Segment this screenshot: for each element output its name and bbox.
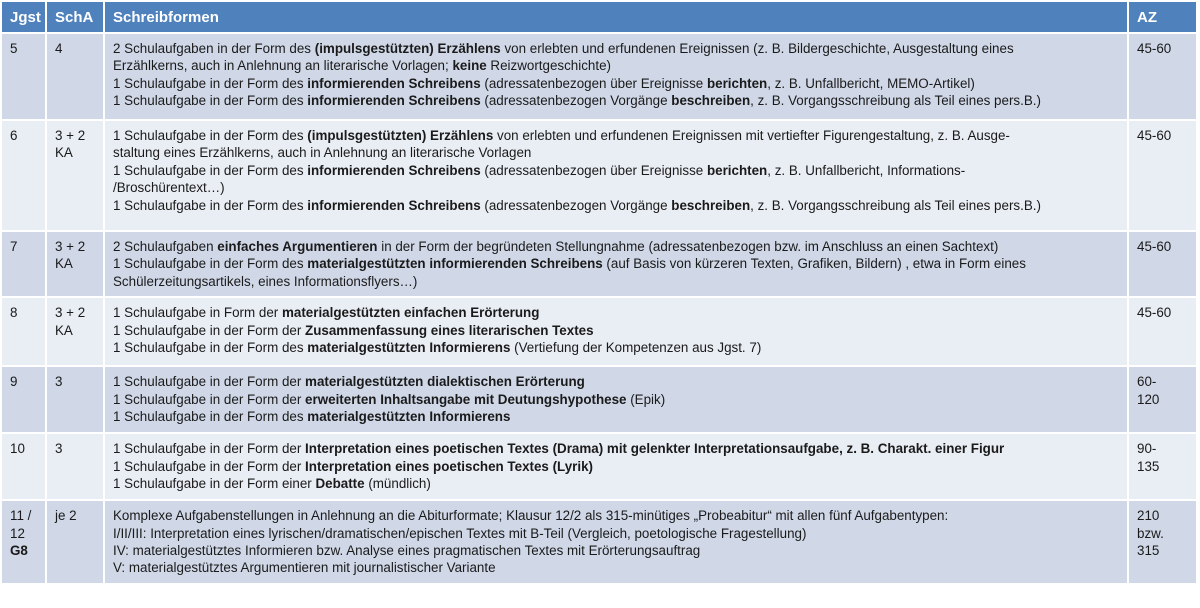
scha-suffix: KA [55, 145, 73, 161]
table-row [2, 500, 1196, 583]
cell-az [1128, 500, 1196, 583]
table-row [2, 297, 1196, 366]
schreibform-line [113, 57, 1119, 74]
cell-scha [46, 366, 104, 433]
cell-az [1128, 120, 1196, 231]
schreibform-line [113, 162, 1119, 179]
cell-scha [46, 231, 104, 297]
cell-az [1128, 433, 1196, 500]
cell-jgst [2, 500, 46, 583]
text-segment: (adressatenbezogen Vorgänge [480, 197, 672, 213]
text-segment: (mündlich) [364, 476, 431, 492]
text-segment: , z. B. Unfallbericht, MEMO-Artikel) [767, 75, 975, 91]
emphasis-text: materialgestützten Informierens [307, 340, 511, 356]
header-scha: SchA [46, 2, 104, 33]
text-segment: 1 Schulaufgabe in der Form der [113, 391, 306, 407]
table-body [2, 33, 1196, 583]
az-value: 45-60 [1137, 305, 1172, 321]
schreibformen-table [2, 2, 1196, 583]
jgst-value: 10 [10, 441, 25, 457]
cell-jgst [2, 231, 46, 297]
cell-schreibformen [104, 500, 1128, 583]
emphasis-text: informierenden Schreibens [307, 75, 481, 91]
emphasis-text: Zusammenfassung eines literarischen Textes [305, 322, 594, 338]
text-segment: 1 Schulaufgabe in der Form des [113, 93, 308, 109]
az-value: 60- 120 [1137, 374, 1160, 407]
text-segment: 1 Schulaufgabe in der Form des [113, 409, 308, 425]
text-segment: , z. B. Unfallbericht, Informations- [767, 162, 966, 178]
text-segment: Schülerzeitungsartikels, eines Informationsflyers…) [113, 273, 418, 289]
jgst-value: 8 [10, 305, 18, 321]
emphasis-text: beschreiben [671, 197, 751, 213]
scha-value: je 2 [55, 508, 77, 524]
az-value: 210 bzw. 315 [1137, 508, 1164, 559]
text-segment: 2 Schulaufgaben [113, 239, 218, 254]
text-segment: , z. B. Vorgangsschreibung als Teil eines pers.B.) [750, 197, 1041, 213]
emphasis-text: beschreiben [671, 93, 751, 109]
schreibform-line [113, 559, 1119, 576]
text-segment: von erlebten und erfundenen Ereignissen (z. B. Bildergeschichte, Ausgestaltung eines [500, 41, 1014, 56]
cell-schreibformen [104, 366, 1128, 433]
schreibform-line [113, 322, 1119, 339]
jgst-value: 7 [10, 239, 18, 254]
header-row [2, 2, 1196, 33]
table-row [2, 433, 1196, 500]
emphasis-text: keine [452, 58, 487, 74]
schreibform-line [113, 92, 1119, 109]
schreibform-line [113, 127, 1119, 144]
cell-jgst [2, 297, 46, 366]
cell-az [1128, 366, 1196, 433]
schreibform-line [113, 238, 1119, 255]
schreibform-line [113, 273, 1119, 290]
cell-schreibformen [104, 231, 1128, 297]
scha-value: 3 [55, 441, 63, 457]
emphasis-text: materialgestützten Informierens [307, 409, 511, 425]
schreibform-line [113, 458, 1119, 475]
emphasis-text: materialgestützten einfachen Erörterung [281, 305, 540, 321]
schreibform-line [113, 391, 1119, 408]
text-segment: 1 Schulaufgabe in der Form des [113, 340, 308, 356]
emphasis-text: Interpretation eines poetischen Textes (Drama) mit gelenkter Interpretationsaufgabe, z. B. Charakt. einer Figur [305, 441, 1005, 457]
header-az: AZ [1128, 2, 1196, 33]
az-value: 45-60 [1137, 239, 1172, 254]
cell-az [1128, 231, 1196, 297]
emphasis-text: (impulsgestützten) Erzählens [307, 128, 494, 143]
cell-jgst [2, 366, 46, 433]
text-segment: 1 Schulaufgabe in der Form des [113, 75, 308, 91]
text-segment: staltung eines Erzählkerns, auch in Anlehnung an literarische Vorlagen [113, 145, 532, 161]
text-segment: 2 Schulaufgaben in der Form des [113, 41, 315, 56]
table-row [2, 231, 1196, 297]
text-segment: (adressatenbezogen über Ereignisse [480, 162, 707, 178]
table-row [2, 33, 1196, 120]
emphasis-text: Debatte [315, 476, 365, 492]
text-segment: I/II/III: Interpretation eines lyrischen/dramatischen/epischen Textes mit B-Teil (Vergleich, poetologische Fragestellung) [113, 525, 807, 541]
emphasis-text: Interpretation eines poetischen Textes (Lyrik) [305, 458, 594, 474]
header-jgst: Jgst [2, 2, 46, 33]
cell-jgst [2, 120, 46, 231]
scha-value: 3 + 2 [55, 128, 86, 143]
emphasis-text: berichten [706, 162, 768, 178]
jgst-value: 5 [10, 41, 18, 56]
text-segment: (Vertiefung der Kompetenzen aus Jgst. 7) [510, 340, 762, 356]
emphasis-text: einfaches Argumentieren [217, 239, 378, 254]
text-segment: 1 Schulaufgabe in der Form des [113, 197, 308, 213]
schreibform-line [113, 408, 1119, 425]
emphasis-text: materialgestützten informierenden Schreibens [307, 256, 603, 272]
scha-value: 3 [55, 374, 63, 390]
schreibform-line [113, 542, 1119, 559]
cell-scha [46, 297, 104, 366]
text-segment: 1 Schulaufgabe in der Form der [113, 441, 306, 457]
cell-schreibformen [104, 433, 1128, 500]
az-value: 90- 135 [1137, 441, 1160, 474]
cell-schreibformen [104, 33, 1128, 120]
jgst-value: 11 / 12 [10, 508, 32, 541]
cell-schreibformen [104, 297, 1128, 366]
text-segment: in der Form der begründeten Stellungnahme (adressatenbezogen bzw. im Anschluss an einen Sachtext) [377, 239, 999, 254]
text-segment: (auf Basis von kürzeren Texten, Grafiken, Bildern) , etwa in Form eines [602, 256, 1026, 272]
scha-suffix: KA [55, 256, 73, 272]
az-value: 45-60 [1137, 128, 1172, 143]
emphasis-text: informierenden Schreibens [307, 93, 481, 109]
scha-value: 3 + 2 [55, 239, 86, 254]
cell-jgst [2, 33, 46, 120]
scha-value: 4 [55, 41, 63, 56]
text-segment: 1 Schulaufgabe in der Form der [113, 374, 306, 390]
schreibform-line [113, 75, 1119, 92]
schreibform-line [113, 197, 1119, 214]
emphasis-text: informierenden Schreibens [307, 162, 481, 178]
schreibform-line [113, 525, 1119, 542]
cell-scha [46, 433, 104, 500]
schreibform-line [113, 304, 1119, 321]
schreibform-line [113, 339, 1119, 356]
text-segment: 1 Schulaufgabe in der Form des [113, 128, 308, 143]
cell-az [1128, 33, 1196, 120]
cell-jgst [2, 433, 46, 500]
text-segment: 1 Schulaufgabe in der Form des [113, 256, 308, 272]
emphasis-text: informierenden Schreibens [307, 197, 481, 213]
text-segment: 1 Schulaufgabe in der Form einer [113, 476, 316, 492]
emphasis-text: erweiterten Inhaltsangabe mit Deutungshypothese [305, 391, 627, 407]
text-segment: Komplexe Aufgabenstellungen in Anlehnung an die Abiturformate; Klausur 12/2 als 315-minütiges „Probeabitur“ mit allen fünf Aufgabentypen: [113, 508, 949, 524]
text-segment: 1 Schulaufgabe in der Form des [113, 162, 308, 178]
schreibform-line [113, 507, 1119, 524]
text-segment: Erzählkerns, auch in Anlehnung an literarische Vorlagen; [113, 58, 453, 74]
schreibform-line [113, 255, 1119, 272]
schreibform-line [113, 179, 1119, 196]
text-segment: (adressatenbezogen über Ereignisse [480, 75, 707, 91]
text-segment: (Epik) [626, 391, 666, 407]
cell-scha [46, 500, 104, 583]
emphasis-text: berichten [706, 75, 768, 91]
jgst-value: 9 [10, 374, 18, 390]
schreibform-line [113, 144, 1119, 161]
text-segment: (adressatenbezogen Vorgänge [480, 93, 672, 109]
schreibform-line [113, 475, 1119, 492]
cell-scha [46, 120, 104, 231]
table-row [2, 366, 1196, 433]
text-segment: 1 Schulaufgabe in Form der [113, 305, 282, 321]
cell-schreibformen [104, 120, 1128, 231]
scha-value: 3 + 2 [55, 305, 86, 321]
scha-suffix: KA [55, 322, 73, 338]
jgst-value: 6 [10, 128, 18, 143]
jgst-extra: G8 [10, 543, 28, 559]
az-value: 45-60 [1137, 41, 1172, 56]
text-segment: 1 Schulaufgabe in der Form der [113, 458, 306, 474]
cell-scha [46, 33, 104, 120]
schreibform-line [113, 440, 1119, 457]
text-segment: 1 Schulaufgabe in der Form der [113, 322, 306, 338]
text-segment: /Broschürentext…) [113, 180, 225, 196]
schreibform-line [113, 373, 1119, 390]
header-schreibformen: Schreibformen [104, 2, 1128, 33]
emphasis-text: (impulsgestützten) Erzählens [314, 41, 501, 56]
cell-az [1128, 297, 1196, 366]
text-segment: IV: materialgestütztes Informieren bzw. Analyse eines pragmatischen Textes mit Erörterungsauftrag [113, 543, 701, 559]
schreibform-line [113, 40, 1119, 57]
text-segment: von erlebten und erfundenen Ereignissen mit vertiefter Figurengestaltung, z. B. Ausge- [493, 128, 1010, 143]
text-segment: Reizwortgeschichte) [486, 58, 611, 74]
text-segment: , z. B. Vorgangsschreibung als Teil eines pers.B.) [750, 93, 1041, 109]
table-row [2, 120, 1196, 231]
emphasis-text: materialgestützten dialektischen Erörterung [305, 374, 585, 390]
text-segment: V: materialgestütztes Argumentieren mit journalistischer Variante [113, 560, 496, 576]
